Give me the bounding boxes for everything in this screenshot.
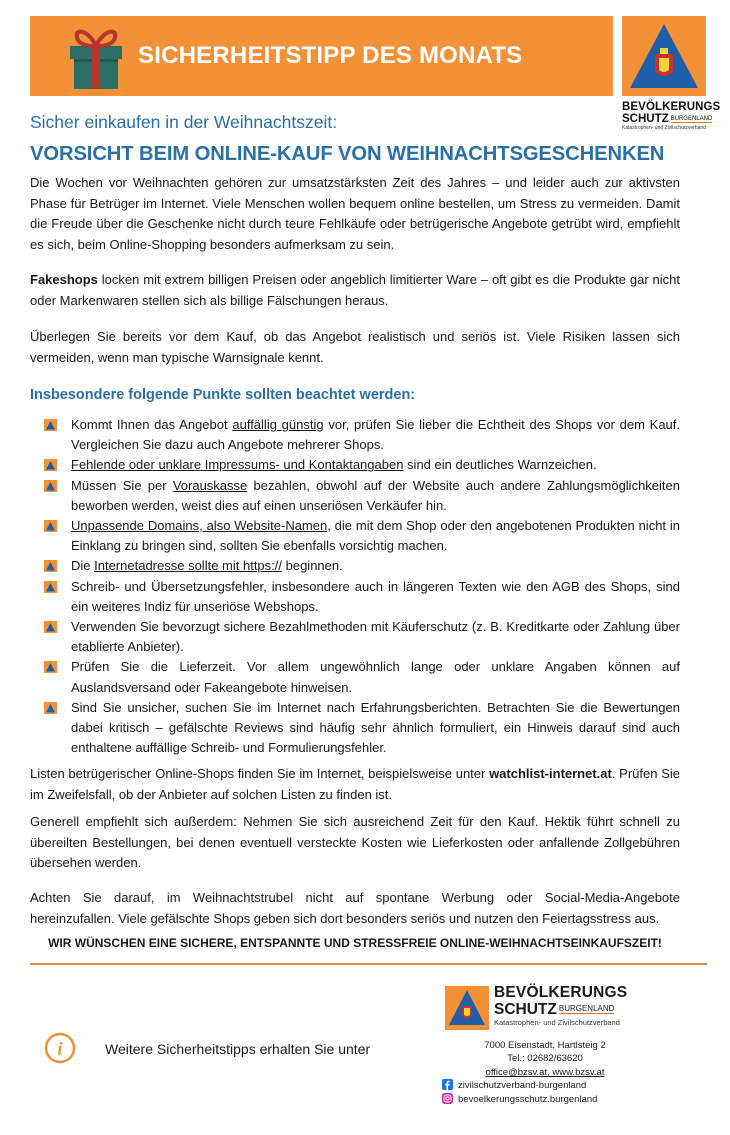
watchlist-text: . Prüfen Sie im Zweifelsfall, ob der Anbieter auf solchen Listen zu finden ist. [30,766,680,802]
facebook-icon [442,1079,453,1090]
logo-region: BURGENLAND [670,116,713,122]
info-icon [44,1032,76,1064]
item-text: , die mit dem Shop oder den angebotenen Produkten nicht in Einklang zu bringen sind, sollten Sie ebenfalls vorsichtig machen. [71,518,680,554]
item-text: sind ein deutliches Warnzeichen. [403,457,597,473]
tips-list [44,415,680,758]
triangle-bullet-icon [44,520,57,532]
list-item [44,577,680,617]
triangle-bullet-icon [44,661,57,673]
svg-text:i: i [57,1038,63,1059]
list-item [44,617,680,657]
organization-logo [622,16,706,96]
list-item [44,476,680,516]
triangle-bullet-icon [44,702,57,714]
item-text: beginnen. [282,558,343,574]
instagram-handle: bevoelkerungsschutz.burgenland [458,1094,598,1105]
facebook-handle: zivilschutzverband-burgenland [458,1080,587,1091]
organization-name [622,101,721,132]
triangle-bullet-icon [44,480,57,492]
gift-icon [66,22,126,90]
list-item [44,415,680,455]
check-paragraph: Überlegen Sie bereits vor dem Kauf, ob das Angebot realistisch und seriös ist. Viele Risiken lassen sich vermeiden, wenn man typische Warnsignale kennt. [30,329,680,365]
logo-line-2: SCHUTZ [622,113,669,125]
triangle-bullet-icon [44,621,57,633]
fakeshops-paragraph [30,270,680,311]
address: 7000 Eisenstadt, Hartlsteig 2 [484,1040,606,1051]
footer-logo-line-1: BEVÖLKERUNGS [494,984,628,1001]
footer-logo-line-2: SCHUTZ [494,1001,557,1018]
item-highlight: Internetadresse sollte mit https:// [94,558,282,574]
item-text: Verwenden Sie bevorzugt sichere Bezahlmethoden mit Käuferschutz (z. B. Kreditkarte oder Zahlung über etablierte Anbieter). [71,619,680,655]
logo-line-1: BEVÖLKERUNGS [622,101,721,113]
triangle-bullet-icon [44,459,57,471]
intro-paragraph: Die Wochen vor Weihnachten gehören zur umsatzstärksten Zeit des Jahres – und leider auch zur aktivsten Phase für Betrüger im Internet. Viele Menschen wollen bequem online bestellen, um Stress zu vermeiden. Damit die Freude über die Geschenke nicht durch teure Fehlkäufe oder betrügerische Angebote getrübt wird, empfiehlt es sich, beim Online-Shopping besonders aufmerksam zu sein. [30,175,680,252]
item-text: vor, prüfen Sie lieber die Echtheit des Shops vor dem Kauf. Vergleichen Sie dazu auch Angebote mehrerer Shops. [71,417,681,453]
instagram-icon [442,1093,453,1104]
item-text: Die [71,558,95,574]
footer-logo-tagline: Katastrophen- und Zivilschutzverband [494,1018,620,1027]
item-text: Schreib- und Übersetzungsfehler, insbesondere auch in längeren Texten wie den AGB des Shops, sind ein weiteres Indiz für unseriöse Webshops. [71,578,680,614]
warning-triangle-icon [622,16,706,96]
fakeshops-term: Fakeshops [30,272,98,287]
list-item [44,556,680,576]
divider [30,963,707,965]
warning-triangle-icon [445,986,489,1030]
item-highlight: Unpassende Domains, also Website-Namen [71,518,328,534]
triangle-bullet-icon [44,419,57,431]
list-heading: Insbesondere folgende Punkte sollten beachtet werden: [30,387,416,403]
headline: VORSICHT BEIM ONLINE-KAUF VON WEIHNACHTSGESCHENKEN [30,143,665,165]
watchlist-link[interactable]: watchlist-internet.at [489,766,612,781]
list-item [44,516,680,556]
item-highlight: Vorauskasse [172,477,248,493]
item-highlight: Fehlende oder unklare Impressums- und Kontaktangaben [71,457,404,473]
general-advice-paragraph: Generell empfiehlt sich außerdem: Nehmen Sie sich ausreichend Zeit für den Kauf. Hektik führt schnell zu übereilten Bestellungen, bei denen eventuell versteckte Kosten wie Lieferkosten oder anfallende Zollgebühren übersehen werden. [30,814,680,870]
subtitle: Sicher einkaufen in der Weihnachtszeit: [30,112,338,132]
triangle-bullet-icon [44,581,57,593]
footer-logo [445,986,489,1030]
item-text: Kommt Ihnen das Angebot [71,417,233,432]
list-item [44,657,680,697]
social-warning-paragraph: Achten Sie darauf, im Weihnachtstrubel nicht auf spontane Werbung oder Social-Media-Angebote hereinzufallen. Viele gefälschte Shops geben sich dort besonders seriös und nutzen den Feiertagsstress aus. [30,890,680,926]
list-item [44,455,680,475]
instagram-link[interactable] [442,1093,597,1106]
more-tips-text: Weitere Sicherheitstipps erhalten Sie unter [105,1041,371,1057]
facebook-link[interactable] [442,1079,586,1092]
triangle-bullet-icon [44,560,57,572]
watchlist-paragraph [30,764,680,805]
item-text: Sind Sie unsicher, suchen Sie im Internet nach Erfahrungsberichten. Betrachten Sie die Bewertungen dabei kritisch – gefälschte Reviews sind häufig sehr ähnlich formuliert, ein Hinweis darauf sind auch enthaltene auffällige Schreib- und Formulierungsfehler. [71,699,680,756]
closing-statement: WIR WÜNSCHEN EINE SICHERE, ENTSPANNTE UND STRESSFREIE ONLINE-WEIHNACHTSEINKAUFSZEIT! [48,936,662,950]
phone: Tel.: 02682/63620 [507,1053,583,1064]
fakeshops-text: locken mit extrem billigen Preisen oder angeblich limitierter Ware – oft gibt es die Produkte gar nicht oder Markenwaren stellen sich als billige Fälschungen heraus. [30,272,680,308]
item-text: Müssen Sie per [71,477,173,493]
watchlist-text: Listen betrügerischer Online-Shops finden Sie im Internet, beispielsweise unter [30,766,490,781]
item-text: bezahlen, obwohl auf der Website auch andere Zahlungsmöglichkeiten beworben werden, weist dies auf einen unseriösen Verkäufer hin. [71,477,680,513]
item-highlight: auffällig günstig [232,417,324,432]
banner-title: SICHERHEITSTIPP DES MONATS [138,42,523,69]
header-banner [30,16,613,96]
list-item [44,698,680,759]
logo-tagline: Katastrophen- und Zivilschutzverband [622,125,706,131]
footer-logo-region: BURGENLAND [558,1004,615,1013]
contact-links[interactable]: office@bzsv.at, www.bzsv.at [485,1067,605,1078]
footer-organization-name [494,985,627,1028]
item-text: Prüfen Sie die Lieferzeit. Vor allem ungewöhnlich lange oder unklare Angaben können auf Auslandsversand oder Fakeangebote hinweisen. [71,659,680,695]
